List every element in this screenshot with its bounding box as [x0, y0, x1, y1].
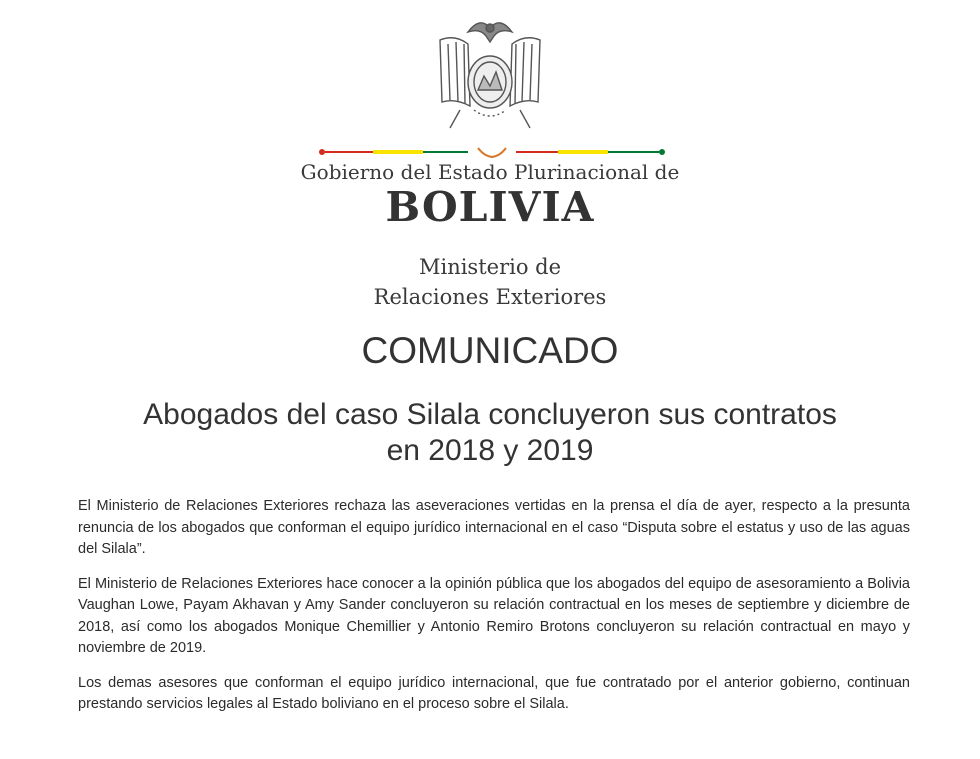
document-heading: COMUNICADO: [361, 330, 619, 371]
flag-stripe: [318, 146, 666, 158]
ministry-name: [0, 252, 980, 312]
title-line-1: Abogados del caso Silala concluyeron sus contratos: [143, 398, 837, 431]
document-body: [78, 496, 910, 729]
paragraph-3: Los demas asesores que conforman el equipo jurídico internacional, que fue contratado por el anterior gobierno, continuan prestando servicios legales al Estado boliviano en el proceso sobre el Silala.: [78, 674, 910, 712]
title-line-2: en 2018 y 2019: [386, 434, 594, 467]
paragraph-2: El Ministerio de Relaciones Exteriores hace conocer a la opinión pública que los abogados del equipo de asesoramiento a Bolivia Vaughan Lowe, Payam Akhavan y Amy Sander concluyeron su relación contractual en los meses de septiembre y diciembre de 2018, así como los abogados Monique Chemillier y Antonio Remiro Brotons concluyeron su relación contractual en mayo y noviembre de 2019.: [78, 575, 910, 656]
government-line: Gobierno del Estado Plurinacional de: [300, 160, 680, 184]
document-title: [90, 397, 890, 469]
country-name: BOLIVIA: [385, 183, 595, 231]
paragraph-1: El Ministerio de Relaciones Exteriores rechaza las aseveraciones vertidas en la prensa el día de ayer, respecto a la presunta renuncia de los abogados que conforman el equipo jurídico internacional en el caso “Disputa sobre el estatus y uso de las aguas del Silala”.: [78, 498, 910, 557]
coat-of-arms-icon: [420, 10, 560, 132]
ministry-line-1: Ministerio de: [418, 255, 562, 279]
ministry-line-2: Relaciones Exteriores: [373, 285, 607, 309]
